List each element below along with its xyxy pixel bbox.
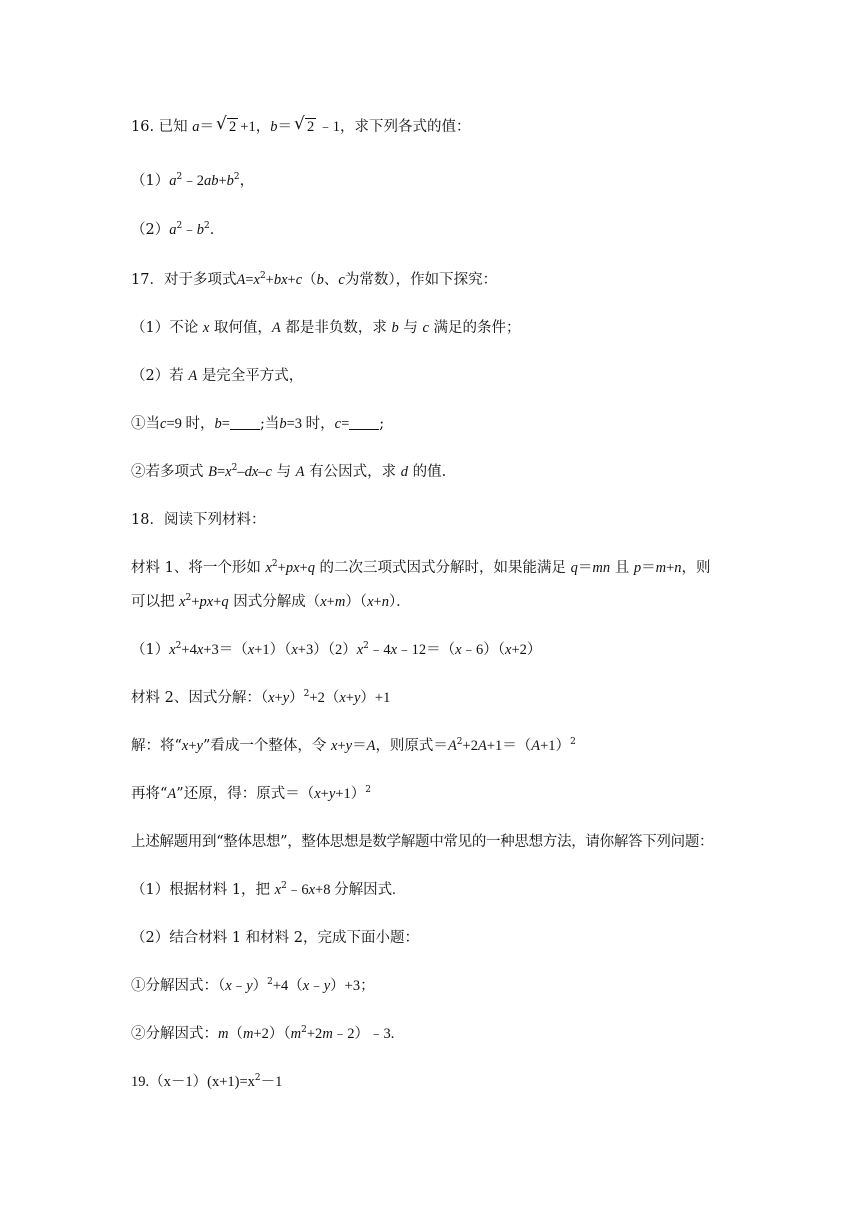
q18-m1-q: q bbox=[307, 560, 315, 576]
q18-ex-t1: +4 bbox=[181, 642, 197, 658]
q16-p2-label: （2） bbox=[131, 222, 170, 238]
q17-s2-t1: 与 bbox=[276, 464, 292, 480]
q18-m1b-x2: x bbox=[320, 594, 327, 610]
q16-p2-mid: ﹣ bbox=[182, 222, 197, 238]
q18-ex-x7: x bbox=[455, 642, 462, 658]
q18-ex-x2: x bbox=[196, 642, 204, 658]
q18-a-y: y bbox=[246, 978, 253, 994]
q16-tail: ﹣1，求下列各式的值： bbox=[318, 119, 471, 135]
sqrt-2-symbol bbox=[216, 114, 238, 137]
q17-s2-d: d bbox=[400, 464, 408, 480]
q18-material2 bbox=[131, 688, 390, 708]
q16-eq1: ＝ bbox=[199, 119, 215, 135]
q18-title: 阅读下列材料： bbox=[163, 512, 266, 528]
q19-num: 19. bbox=[131, 1074, 150, 1090]
q17-s2-t3: 的值. bbox=[412, 464, 447, 480]
q17-s2-B: B bbox=[208, 464, 217, 480]
q18-m1b-t1: 可以把 bbox=[131, 594, 175, 610]
q18-m1-plus2: + bbox=[299, 560, 308, 576]
q17-sub2 bbox=[131, 462, 446, 482]
q17-s2-c: c bbox=[265, 464, 272, 480]
q18-m1-px: px bbox=[285, 560, 300, 576]
q16-p1-sup2: 2 bbox=[233, 172, 240, 182]
q17-p1-A: A bbox=[271, 320, 281, 336]
q16-p2-a: a bbox=[169, 222, 177, 238]
q18-solution bbox=[131, 736, 576, 756]
q18-a-t6: ）+3； bbox=[330, 978, 375, 994]
q18-ex-t5: ﹣4 bbox=[368, 642, 391, 658]
q18-m1b-plus: + bbox=[191, 594, 200, 610]
q17-p2-A: A bbox=[188, 368, 198, 384]
q18-sol-t1: 解：将“ bbox=[131, 738, 182, 754]
q18-back-x: x bbox=[314, 786, 321, 802]
q18-m1b-m: m bbox=[334, 594, 346, 610]
answer-blank-c bbox=[349, 415, 379, 430]
q17-c2: c bbox=[338, 272, 345, 288]
q18-ex-x: x bbox=[169, 642, 176, 658]
sqrt-2-symbol bbox=[293, 114, 316, 137]
q17-s2-dx: dx bbox=[244, 464, 259, 480]
q17-t3: 、 bbox=[323, 272, 339, 288]
q17-bx: bx bbox=[273, 272, 288, 288]
q18-sol-t6: +1＝（ bbox=[486, 738, 532, 754]
q18-m1b-q: q bbox=[221, 594, 229, 610]
q18-sol-sup: 2 bbox=[456, 737, 463, 747]
q18-ex-t6: ﹣12＝（ bbox=[397, 642, 456, 658]
q16-root1: 2 bbox=[229, 119, 237, 135]
q18-m1-p: p bbox=[633, 560, 642, 576]
q17-s2-t2: 有公因式，求 bbox=[309, 464, 397, 480]
q18-ex-t8: +2） bbox=[511, 642, 542, 658]
q17-s1-t1: =9 时， bbox=[166, 416, 215, 432]
q18-q1-t2: ﹣6 bbox=[286, 882, 309, 898]
q18-sol-A4: A bbox=[531, 738, 541, 754]
q18-material1-line2 bbox=[131, 592, 411, 612]
q18-question1 bbox=[131, 880, 396, 900]
q16-p1-label: （1） bbox=[131, 173, 170, 189]
q17-p1-t2: 都是非负数，求 bbox=[285, 320, 387, 336]
q18-q2: （2）结合材料 1 和材料 2，完成下面小题： bbox=[131, 930, 420, 946]
q18-m1-plus3: + bbox=[666, 560, 675, 576]
q18-sol-t7: +1） bbox=[540, 738, 571, 754]
q18-ex-sup2: 2 bbox=[363, 641, 369, 651]
q16-p1-ab: ab bbox=[203, 173, 219, 189]
q18-m2-plus2: + bbox=[345, 690, 354, 706]
q17-p2-label: （2）若 bbox=[131, 368, 184, 384]
q17-s2-eq: = bbox=[216, 464, 226, 480]
q16-root2: 2 bbox=[306, 119, 315, 135]
q19-t1: （x－1）(x+1)=x bbox=[149, 1074, 255, 1090]
q16-p2-end: ． bbox=[209, 222, 225, 238]
q18-m2-t2: ） bbox=[289, 690, 304, 706]
q16-p2-sup2: 2 bbox=[203, 221, 210, 231]
q18-b-m3: m bbox=[290, 1026, 302, 1042]
q18-sol-A2: A bbox=[447, 738, 457, 754]
q18-ex-t4: +3）（2） bbox=[297, 642, 357, 658]
q17-s1-t3: ;当 bbox=[259, 416, 280, 432]
q18-back-y: y bbox=[328, 786, 336, 802]
q18-sol-t2: ”看成一个整体，令 bbox=[202, 738, 327, 754]
q18-a-x2: x bbox=[302, 978, 310, 994]
q18-m1-m: m bbox=[655, 560, 667, 576]
q18-ex-t3: +1）（ bbox=[254, 642, 292, 658]
q16-b: b bbox=[270, 119, 278, 135]
q18-m2-y2: y bbox=[353, 690, 361, 706]
q18-ex-x8: x bbox=[505, 642, 512, 658]
q18-sol-x2: x bbox=[331, 738, 338, 754]
q18-sol-sup2: 2 bbox=[570, 737, 576, 747]
q18-m1b-px: px bbox=[199, 594, 214, 610]
q16-num: 16. bbox=[131, 119, 155, 135]
q17-p1-t3: 与 bbox=[403, 320, 418, 336]
q17-t4: 为常数），作如下探究： bbox=[344, 272, 498, 288]
q18-m1b-n: n bbox=[381, 594, 389, 610]
q17-sub1 bbox=[131, 414, 384, 434]
q18-back-plus: + bbox=[320, 786, 329, 802]
answer-blank-b bbox=[230, 415, 260, 430]
q18-m1-n: n bbox=[674, 560, 682, 576]
q18-stem bbox=[131, 510, 265, 530]
q18-sol-t5: +2 bbox=[462, 738, 478, 754]
q17-num: 17． bbox=[131, 272, 164, 288]
q18-sol-plus: + bbox=[188, 738, 197, 754]
q17-eq: = bbox=[245, 272, 254, 288]
q18-ex-sup: 2 bbox=[175, 641, 182, 651]
q17-plus: + bbox=[265, 272, 274, 288]
q19-t2: －1 bbox=[260, 1074, 283, 1090]
q18-restore bbox=[131, 784, 371, 804]
q18-whole-idea bbox=[131, 832, 713, 852]
q17-A: A bbox=[236, 272, 246, 288]
q17-s1-c: c bbox=[160, 416, 167, 432]
q18-back-t2: ”还原，得：原式＝（ bbox=[176, 786, 315, 802]
q18-num: 18． bbox=[131, 512, 164, 528]
q17-s1-b2: b bbox=[279, 416, 287, 432]
q17-part2 bbox=[131, 366, 303, 386]
q18-whole: 上述解题用到“整体思想”，整体思想是数学解题中常见的一种思想方法，请你解答下列问题： bbox=[131, 834, 714, 850]
q18-question2-b bbox=[131, 1024, 394, 1044]
q18-ex-x4: x bbox=[291, 642, 298, 658]
q18-material1-line1 bbox=[131, 558, 711, 578]
q18-b-m4: m bbox=[322, 1026, 333, 1042]
q17-p1-c: c bbox=[422, 320, 429, 336]
q18-question2-a bbox=[131, 976, 375, 996]
q16-part1 bbox=[131, 171, 254, 191]
q18-m1b-x: x bbox=[179, 594, 186, 610]
q17-s1-t4: =3 时， bbox=[286, 416, 335, 432]
q18-ex-x5: x bbox=[356, 642, 364, 658]
q19-stem bbox=[131, 1072, 282, 1092]
q18-m2-plus: + bbox=[274, 690, 283, 706]
q18-m1-sup: 2 bbox=[271, 559, 278, 569]
q18-a-t5: ﹣ bbox=[309, 978, 324, 994]
q18-b-t5: ﹣2）﹣3. bbox=[332, 1026, 395, 1042]
q18-m1b-plus4: + bbox=[373, 594, 382, 610]
q17-sup: 2 bbox=[259, 271, 266, 281]
q18-b-t3: +2）（ bbox=[253, 1026, 291, 1042]
q18-q1-x2: x bbox=[308, 882, 316, 898]
q17-p1-t1: 取何值， bbox=[213, 320, 272, 336]
q18-m1-plus: + bbox=[277, 560, 286, 576]
radical-sign: √ bbox=[216, 114, 227, 134]
q18-ex-x3: x bbox=[247, 642, 255, 658]
q18-m1-eq: ＝ bbox=[577, 560, 593, 576]
q16-a: a bbox=[192, 119, 200, 135]
q18-back-t3: +1） bbox=[335, 786, 366, 802]
q16-p1-b: b bbox=[226, 173, 234, 189]
q18-a-x: x bbox=[225, 978, 232, 994]
q18-back-t1: 再将“ bbox=[131, 786, 168, 802]
q16-p2-sup1: 2 bbox=[176, 221, 183, 231]
q18-m1-t2: 的二次三项式因式分解时，如果能满足 bbox=[319, 560, 567, 576]
q18-m1b-t4: ）． bbox=[388, 594, 411, 610]
q18-m2-x: x bbox=[268, 690, 275, 706]
q18-a-t4: +4（ bbox=[272, 978, 303, 994]
q17-part1 bbox=[131, 318, 520, 338]
radical-sign: √ bbox=[293, 114, 305, 134]
q18-m1b-sup: 2 bbox=[185, 593, 192, 603]
q18-m2-t1: 材料 2、因式分解：（ bbox=[131, 690, 269, 706]
q18-example bbox=[131, 640, 541, 660]
q18-sol-y: y bbox=[196, 738, 203, 754]
q17-stem bbox=[131, 270, 497, 290]
q18-m1-t4: ，则 bbox=[681, 560, 711, 576]
q18-sol-y2: y bbox=[345, 738, 353, 754]
q18-sol-x: x bbox=[181, 738, 189, 754]
q17-s1-b: b bbox=[214, 416, 222, 432]
q16-stem bbox=[131, 114, 471, 137]
q18-sol-A: A bbox=[366, 738, 376, 754]
q16-p1-mid: ﹣2 bbox=[182, 173, 204, 189]
q18-back-A: A bbox=[167, 786, 177, 802]
q17-c: c bbox=[295, 272, 303, 288]
q18-q1-t3: +8 分解因式. bbox=[315, 882, 396, 898]
q17-p1-t4: 满足的条件； bbox=[433, 320, 521, 336]
q18-b-t1: ②分解因式： bbox=[131, 1026, 218, 1042]
q17-p1-b: b bbox=[391, 320, 399, 336]
q18-m1-x: x bbox=[265, 560, 272, 576]
q17-s1-t6: ; bbox=[379, 416, 385, 432]
q18-a-sup: 2 bbox=[267, 977, 273, 987]
q17-t2: （ bbox=[302, 272, 317, 288]
q17-s2-sup: 2 bbox=[231, 463, 238, 473]
q16-eq2: ＝ bbox=[277, 119, 292, 135]
q17-s1-t5: = bbox=[341, 416, 350, 432]
q18-m1-t1: 材料 1、将一个形如 bbox=[131, 560, 261, 576]
q18-sol-t4: ，则原式＝ bbox=[375, 738, 448, 754]
q18-m1b-plus3: + bbox=[326, 594, 335, 610]
q18-m1b-x3: x bbox=[367, 594, 374, 610]
q16-pre: 已知 bbox=[158, 119, 188, 135]
q18-back-sup: 2 bbox=[365, 785, 371, 795]
q18-q1-sup: 2 bbox=[281, 881, 287, 891]
q18-sol-t3: ＝ bbox=[352, 738, 367, 754]
q18-q1-t1: （1）根据材料 1，把 bbox=[131, 882, 271, 898]
q18-question2 bbox=[131, 928, 419, 948]
q18-m1b-t3: ）（ bbox=[345, 594, 368, 610]
q18-m1-t3: 且 bbox=[614, 560, 630, 576]
q18-m1-eq2: ＝ bbox=[641, 560, 656, 576]
q18-ex-label: （1） bbox=[131, 642, 170, 658]
q18-m1b-plus2: + bbox=[213, 594, 222, 610]
q17-s2-m: – bbox=[237, 464, 245, 480]
q19-sup: 2 bbox=[254, 1073, 261, 1083]
q18-m2-x2: x bbox=[339, 690, 346, 706]
q18-ex-t2: +3＝（ bbox=[203, 642, 248, 658]
q16-p1-end: ， bbox=[239, 173, 255, 189]
q18-b-t4: +2 bbox=[306, 1026, 323, 1042]
q17-s2-x: x bbox=[225, 464, 232, 480]
q17-s2-m2: – bbox=[258, 464, 266, 480]
q18-sol-A3: A bbox=[477, 738, 487, 754]
q18-b-sup: 2 bbox=[301, 1025, 307, 1035]
q18-a-t1: ①分解因式：（ bbox=[131, 978, 226, 994]
q16-p1-sup1: 2 bbox=[176, 172, 183, 182]
q17-p1-label: （1）不论 bbox=[131, 320, 199, 336]
q18-a-y2: y bbox=[323, 978, 331, 994]
q18-m1b-t2: 因式分解成（ bbox=[233, 594, 321, 610]
q17-s2-label: ②若多项式 bbox=[131, 464, 204, 480]
q17-s2-A: A bbox=[295, 464, 305, 480]
q18-m2-t3: +2（ bbox=[309, 690, 340, 706]
q17-p1-x: x bbox=[202, 320, 210, 336]
q17-x1: x bbox=[253, 272, 260, 288]
q18-a-t3: ） bbox=[252, 978, 268, 994]
q18-m1-q2: q bbox=[570, 560, 578, 576]
q18-ex-t7: ﹣6）（ bbox=[461, 642, 506, 658]
q18-m2-t4: ）+1 bbox=[360, 690, 391, 706]
q18-q1-x: x bbox=[274, 882, 282, 898]
q16-mid: +1， bbox=[240, 119, 271, 135]
q17-t1: 对于多项式 bbox=[163, 272, 237, 288]
q17-s1-c2: c bbox=[334, 416, 342, 432]
q18-b-m2: m bbox=[242, 1026, 254, 1042]
q17-plus2: + bbox=[287, 272, 296, 288]
q16-p1-plus: + bbox=[218, 173, 227, 189]
q17-p2-t1: 是完全平方式， bbox=[201, 368, 304, 384]
q16-part2 bbox=[131, 220, 224, 240]
q17-b2: b bbox=[316, 272, 324, 288]
q18-m2-sup: 2 bbox=[303, 689, 310, 699]
q18-m1-mn: mn bbox=[592, 560, 611, 576]
q18-sol-plus2: + bbox=[337, 738, 346, 754]
q17-s1-label: ①当 bbox=[131, 416, 160, 432]
q18-b-m: m bbox=[218, 1026, 229, 1042]
q17-s1-t2: = bbox=[221, 416, 230, 432]
q18-ex-x6: x bbox=[390, 642, 398, 658]
q18-m2-y: y bbox=[282, 690, 290, 706]
q18-b-t2: （ bbox=[228, 1026, 243, 1042]
q16-p2-b: b bbox=[196, 222, 204, 238]
q18-a-t2: ﹣ bbox=[231, 978, 247, 994]
q16-p1-a: a bbox=[169, 173, 177, 189]
